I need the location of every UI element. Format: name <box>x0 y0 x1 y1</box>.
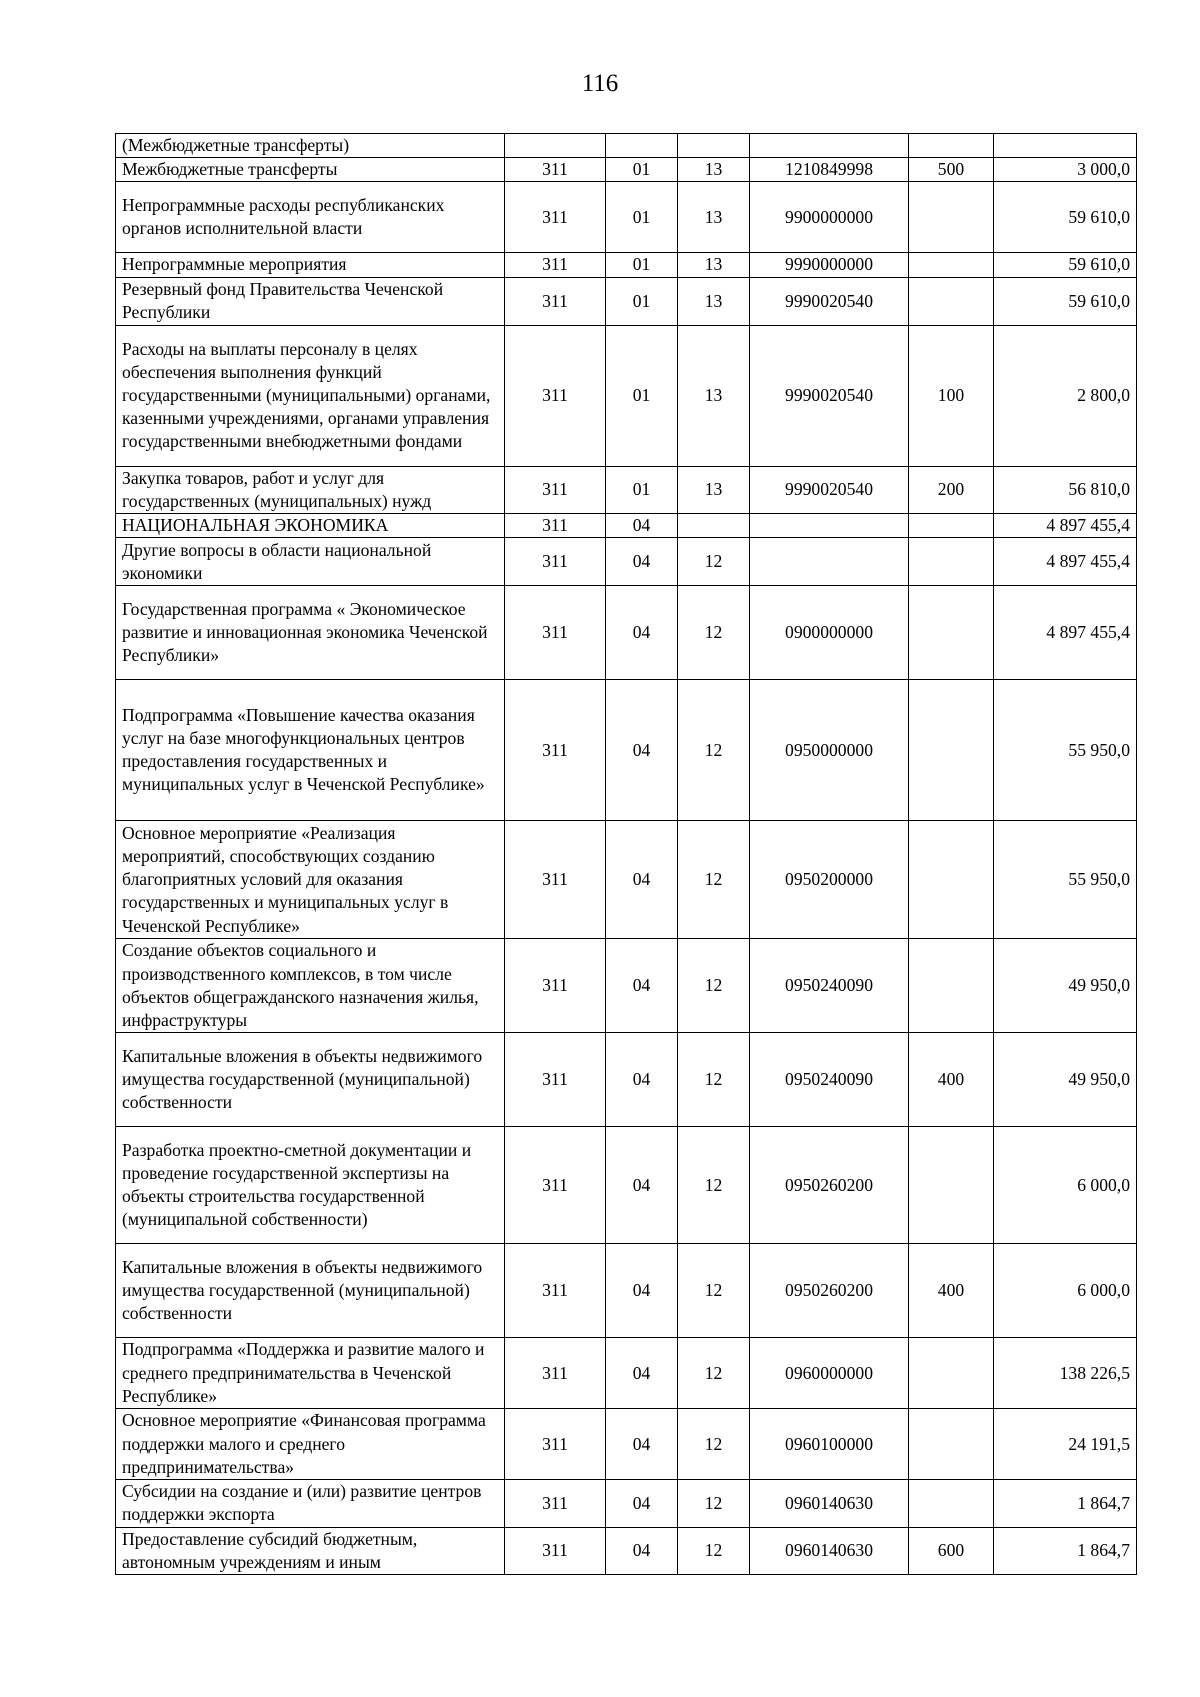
row-rz: 01 <box>606 253 678 277</box>
row-pr: 13 <box>678 325 750 466</box>
row-vr <box>909 182 994 253</box>
row-rz: 04 <box>606 514 678 538</box>
row-amount: 2 800,0 <box>994 325 1137 466</box>
row-csr: 0960140630 <box>750 1527 909 1574</box>
row-rz: 01 <box>606 277 678 325</box>
row-ved: 311 <box>505 514 606 538</box>
row-name: Межбюджетные трансферты <box>116 158 505 182</box>
row-vr <box>909 538 994 586</box>
row-pr: 12 <box>678 1127 750 1244</box>
table-row <box>116 277 1137 325</box>
row-vr: 100 <box>909 325 994 466</box>
row-ved: 311 <box>505 1127 606 1244</box>
page-number: 116 <box>581 70 619 97</box>
row-csr <box>750 514 909 538</box>
row-vr: 500 <box>909 158 994 182</box>
row-rz: 04 <box>606 1127 678 1244</box>
row-pr: 12 <box>678 939 750 1033</box>
row-rz: 04 <box>606 1244 678 1338</box>
table-row <box>116 939 1137 1033</box>
row-ved: 311 <box>505 538 606 586</box>
row-vr <box>909 514 994 538</box>
row-amount: 6 000,0 <box>994 1244 1137 1338</box>
row-vr <box>909 586 994 680</box>
row-pr: 12 <box>678 1033 750 1127</box>
table-row <box>116 253 1137 277</box>
row-pr: 13 <box>678 158 750 182</box>
row-ved: 311 <box>505 253 606 277</box>
row-ved: 311 <box>505 821 606 939</box>
row-name: Основное мероприятие «Финансовая программа поддержки малого и среднего предпринимательства» <box>116 1409 505 1480</box>
row-amount: 49 950,0 <box>994 939 1137 1033</box>
table-row <box>116 158 1137 182</box>
row-amount: 49 950,0 <box>994 1033 1137 1127</box>
row-amount: 1 864,7 <box>994 1527 1137 1574</box>
row-csr: 0900000000 <box>750 586 909 680</box>
row-rz: 04 <box>606 680 678 821</box>
table-row <box>116 1338 1137 1409</box>
row-rz: 04 <box>606 821 678 939</box>
row-name: Непрограммные расходы республиканских органов исполнительной власти <box>116 182 505 253</box>
row-pr: 12 <box>678 1480 750 1527</box>
row-name: Расходы на выплаты персоналу в целях обеспечения выполнения функций государственными (муниципальными) органами, казенными учреждениями, органами управления государственными внебюджетными фондами <box>116 325 505 466</box>
row-ved: 311 <box>505 586 606 680</box>
row-csr: 9990020540 <box>750 325 909 466</box>
row-csr <box>750 134 909 158</box>
row-pr: 12 <box>678 821 750 939</box>
table-row <box>116 586 1137 680</box>
row-rz: 04 <box>606 1033 678 1127</box>
table-row <box>116 538 1137 586</box>
row-rz: 04 <box>606 586 678 680</box>
row-name: (Межбюджетные трансферты) <box>116 134 505 158</box>
row-csr <box>750 538 909 586</box>
row-pr: 13 <box>678 182 750 253</box>
row-pr: 12 <box>678 680 750 821</box>
row-amount: 55 950,0 <box>994 821 1137 939</box>
row-csr: 0960000000 <box>750 1338 909 1409</box>
table-row <box>116 134 1137 158</box>
row-vr: 400 <box>909 1033 994 1127</box>
row-vr <box>909 1409 994 1480</box>
row-name: Субсидии на создание и (или) развитие центров поддержки экспорта <box>116 1480 505 1527</box>
row-pr: 12 <box>678 1409 750 1480</box>
row-vr <box>909 821 994 939</box>
row-ved: 311 <box>505 680 606 821</box>
row-csr: 9990020540 <box>750 466 909 513</box>
row-ved: 311 <box>505 1244 606 1338</box>
row-amount: 4 897 455,4 <box>994 514 1137 538</box>
budget-table <box>115 133 1137 1575</box>
row-name: Государственная программа « Экономическое развитие и инновационная экономика Чеченской Республики» <box>116 586 505 680</box>
row-rz: 04 <box>606 1527 678 1574</box>
table-row <box>116 325 1137 466</box>
row-amount: 4 897 455,4 <box>994 538 1137 586</box>
row-amount: 59 610,0 <box>994 277 1137 325</box>
row-ved: 311 <box>505 1480 606 1527</box>
row-ved: 311 <box>505 1527 606 1574</box>
row-pr: 12 <box>678 1244 750 1338</box>
row-name: Другие вопросы в области национальной экономики <box>116 538 505 586</box>
row-pr: 13 <box>678 277 750 325</box>
row-amount: 1 864,7 <box>994 1480 1137 1527</box>
table-row <box>116 1127 1137 1244</box>
row-name: Основное мероприятие «Реализация мероприятий, способствующих созданию благоприятных условий для оказания государственных и муниципальных услуг в Чеченской Республике» <box>116 821 505 939</box>
table-row <box>116 1244 1137 1338</box>
row-rz <box>606 134 678 158</box>
row-amount: 24 191,5 <box>994 1409 1137 1480</box>
table-row <box>116 1480 1137 1527</box>
row-name: Непрограммные мероприятия <box>116 253 505 277</box>
row-pr: 12 <box>678 1338 750 1409</box>
row-csr: 0950240090 <box>750 939 909 1033</box>
row-rz: 01 <box>606 158 678 182</box>
row-ved: 311 <box>505 939 606 1033</box>
row-ved: 311 <box>505 182 606 253</box>
row-pr: 12 <box>678 1527 750 1574</box>
row-name: Создание объектов социального и производственного комплексов, в том числе объектов общегражданского назначения жилья, инфраструктуры <box>116 939 505 1033</box>
row-csr: 9990020540 <box>750 277 909 325</box>
row-ved: 311 <box>505 158 606 182</box>
row-amount: 6 000,0 <box>994 1127 1137 1244</box>
row-ved: 311 <box>505 325 606 466</box>
table-row <box>116 821 1137 939</box>
row-rz: 04 <box>606 538 678 586</box>
row-rz: 01 <box>606 325 678 466</box>
row-vr <box>909 1127 994 1244</box>
row-amount: 59 610,0 <box>994 182 1137 253</box>
row-rz: 04 <box>606 1480 678 1527</box>
row-csr: 1210849998 <box>750 158 909 182</box>
row-csr: 0960140630 <box>750 1480 909 1527</box>
table-row <box>116 182 1137 253</box>
row-amount <box>994 134 1137 158</box>
row-pr: 12 <box>678 586 750 680</box>
row-csr: 0950260200 <box>750 1127 909 1244</box>
row-name: Подпрограмма «Повышение качества оказания услуг на базе многофункциональных центров предоставления государственных и муниципальных услуг в Чеченской Республике» <box>116 680 505 821</box>
row-amount: 56 810,0 <box>994 466 1137 513</box>
row-name: НАЦИОНАЛЬНАЯ ЭКОНОМИКА <box>116 514 505 538</box>
row-vr <box>909 680 994 821</box>
row-amount: 3 000,0 <box>994 158 1137 182</box>
row-rz: 04 <box>606 939 678 1033</box>
row-rz: 04 <box>606 1409 678 1480</box>
table-row <box>116 680 1137 821</box>
row-ved: 311 <box>505 466 606 513</box>
row-csr: 0950240090 <box>750 1033 909 1127</box>
row-ved: 311 <box>505 277 606 325</box>
row-ved <box>505 134 606 158</box>
row-ved: 311 <box>505 1338 606 1409</box>
table-row <box>116 514 1137 538</box>
row-name: Капитальные вложения в объекты недвижимого имущества государственной (муниципальной) собственности <box>116 1244 505 1338</box>
row-rz: 04 <box>606 1338 678 1409</box>
row-vr <box>909 277 994 325</box>
row-amount: 59 610,0 <box>994 253 1137 277</box>
row-amount: 55 950,0 <box>994 680 1137 821</box>
row-csr: 0960100000 <box>750 1409 909 1480</box>
row-vr <box>909 939 994 1033</box>
table-row <box>116 466 1137 513</box>
row-pr: 12 <box>678 538 750 586</box>
row-vr <box>909 134 994 158</box>
row-ved: 311 <box>505 1409 606 1480</box>
row-vr <box>909 1338 994 1409</box>
row-name: Капитальные вложения в объекты недвижимого имущества государственной (муниципальной) собственности <box>116 1033 505 1127</box>
row-name: Закупка товаров, работ и услуг для государственных (муниципальных) нужд <box>116 466 505 513</box>
row-name: Разработка проектно-сметной документации и проведение государственной экспертизы на объекты строительства государственной (муниципальной собственности) <box>116 1127 505 1244</box>
row-vr <box>909 1480 994 1527</box>
row-vr: 200 <box>909 466 994 513</box>
row-csr: 0950260200 <box>750 1244 909 1338</box>
row-csr: 9900000000 <box>750 182 909 253</box>
table-row <box>116 1409 1137 1480</box>
row-ved: 311 <box>505 1033 606 1127</box>
table-row <box>116 1527 1137 1574</box>
row-csr: 0950000000 <box>750 680 909 821</box>
row-name: Резервный фонд Правительства Чеченской Республики <box>116 277 505 325</box>
row-name: Подпрограмма «Поддержка и развитие малого и среднего предпринимательства в Чеченской Республике» <box>116 1338 505 1409</box>
row-vr <box>909 253 994 277</box>
row-amount: 4 897 455,4 <box>994 586 1137 680</box>
row-pr: 13 <box>678 466 750 513</box>
row-amount: 138 226,5 <box>994 1338 1137 1409</box>
row-rz: 01 <box>606 466 678 513</box>
table-row <box>116 1033 1137 1127</box>
row-name: Предоставление субсидий бюджетным, автономным учреждениям и иным <box>116 1527 505 1574</box>
row-pr: 13 <box>678 253 750 277</box>
row-pr <box>678 134 750 158</box>
row-csr: 9990000000 <box>750 253 909 277</box>
row-vr: 600 <box>909 1527 994 1574</box>
row-csr: 0950200000 <box>750 821 909 939</box>
row-vr: 400 <box>909 1244 994 1338</box>
row-rz: 01 <box>606 182 678 253</box>
row-pr <box>678 514 750 538</box>
